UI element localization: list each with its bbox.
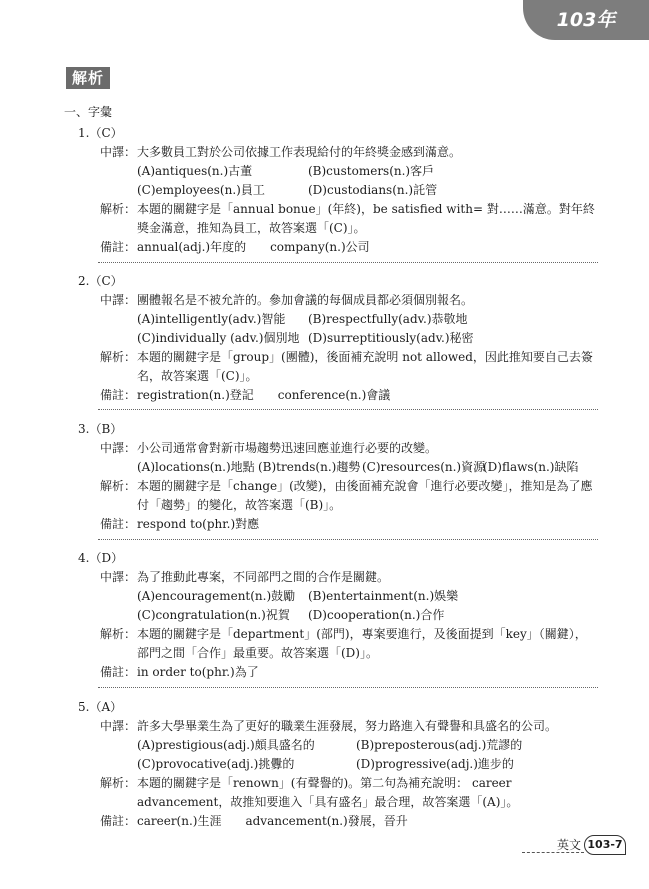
translation-text: 小公司通常會對新市場趨勢迅速回應並進行必要的改變。 [137, 441, 438, 455]
translation-text: 團體報名是不被允許的。參加會議的每個成員都必須個別報名。 [137, 293, 474, 307]
translation-label: 中譯： [100, 145, 137, 159]
option-d: (D)surreptitiously(adv.)秘密 [308, 331, 474, 345]
year-tab: 103年 [523, 0, 649, 40]
option-b: (B)preposterous(adj.)荒謬的 [356, 738, 523, 752]
note-label: 備註： [100, 814, 137, 828]
option-a: (A)antiques(n.)古董 [137, 164, 253, 178]
note-text: registration(n.)登記 conference(n.)會議 [137, 388, 391, 402]
note-row [100, 812, 598, 831]
question-number: 4.（D） [78, 551, 124, 565]
note-text: respond to(phr.)對應 [137, 517, 260, 531]
question-number: 2.（C） [78, 274, 123, 288]
options [137, 587, 597, 625]
option-d: (D)progressive(adj.)進步的 [356, 757, 514, 771]
separator [98, 409, 598, 410]
option-a: (A)intelligently(adv.)智能 [137, 312, 286, 326]
analysis-text: 本題的關鍵字是「group」(團體)，後面補充說明 not allowed，因此推知要自己去簽名，故答案選「(C)」。 [137, 350, 593, 383]
question-number: 5.（A） [78, 700, 123, 714]
options [137, 458, 597, 477]
note-label: 備註： [100, 665, 137, 679]
footer-subject: 英文 [557, 838, 582, 852]
translation-text: 許多大學畢業生為了更好的職業生涯發展，努力路進入有聲譽和具盛名的公司。 [137, 719, 558, 733]
option-a: (A)encouragement(n.)鼓勵 [137, 589, 296, 603]
analysis-row [100, 625, 598, 663]
analysis-row [100, 200, 598, 238]
analysis-label: 解析： [100, 776, 137, 790]
note-text: in order to(phr.)為了 [137, 665, 259, 679]
translation-label: 中譯： [100, 293, 137, 307]
option-c: (C)resources(n.)資源 [362, 460, 486, 474]
question-number: 3.（B） [78, 422, 123, 436]
options [137, 162, 597, 200]
section-title: 一、字彙 [64, 105, 113, 119]
option-c: (C)congratulation(n.)祝賀 [137, 608, 290, 622]
option-d: (D)custodians(n.)託管 [308, 183, 438, 197]
option-c: (C)individually (adv.)個別地 [137, 331, 300, 345]
analysis-text: 本題的關鍵字是「change」(改變)，由後面補充說會「進行必要改變」，推知是為了應付「趨勢」的變化，故答案選「(B)」。 [137, 479, 593, 512]
translation-row [100, 291, 598, 310]
option-b: (B)respectfully(adv.)恭敬地 [308, 312, 468, 326]
translation-row [100, 439, 598, 458]
option-c: (C)provocative(adj.)挑釁的 [137, 757, 295, 771]
analysis-label: 解析： [100, 350, 137, 364]
note-label: 備註： [100, 388, 137, 402]
note-row [100, 386, 598, 405]
analysis-row [100, 774, 598, 812]
option-b: (B)customers(n.)客戶 [308, 164, 435, 178]
analysis-text: 本題的關鍵字是「department」(部門)，專案要進行，及後面提到「key」（關鍵），部門之間「合作」最重要。故答案選「(D)」。 [137, 627, 587, 660]
note-label: 備註： [100, 240, 137, 254]
option-d: (D)flaws(n.)缺陷 [483, 460, 579, 474]
option-d: (D)cooperation(n.)合作 [308, 608, 445, 622]
options [137, 736, 597, 774]
separator [98, 262, 598, 263]
note-row [100, 238, 598, 257]
option-a: (A)locations(n.)地點 [137, 460, 255, 474]
translation-label: 中譯： [100, 570, 137, 584]
separator [98, 687, 598, 688]
question-number: 1.（C） [78, 126, 123, 140]
section-label: 解析 [66, 67, 110, 89]
analysis-label: 解析： [100, 627, 137, 641]
note-label: 備註： [100, 517, 137, 531]
options [137, 310, 597, 348]
option-b: (B)trends(n.)趨勢 [258, 460, 361, 474]
translation-text: 大多數員工對於公司依據工作表現給付的年終獎金感到滿意。 [137, 145, 462, 159]
translation-row [100, 143, 598, 162]
separator [98, 539, 598, 540]
analysis-row [100, 348, 598, 386]
translation-row [100, 568, 598, 587]
page-number: 103-7 [584, 835, 626, 855]
translation-label: 中譯： [100, 441, 137, 455]
note-row [100, 663, 598, 682]
note-row [100, 515, 598, 534]
analysis-text: 本題的關鍵字是「annual bonue」(年終)，be satisfied with= 對……滿意。對年終獎金滿意，推知為員工，故答案選「(C)」。 [137, 202, 595, 235]
analysis-text: 本題的關鍵字是「renown」(有聲譽的)。第二句為補充說明： career advancement，故推知要進入「具有盛名」最合理，故答案選「(A)」。 [137, 776, 519, 809]
note-text: career(n.)生涯 advancement(n.)發展，晉升 [137, 814, 408, 828]
translation-label: 中譯： [100, 719, 137, 733]
note-text: annual(adj.)年度的 company(n.)公司 [137, 240, 370, 254]
analysis-row [100, 477, 598, 515]
translation-text: 為了推動此專案，不同部門之間的合作是關鍵。 [137, 570, 390, 584]
translation-row [100, 717, 598, 736]
option-c: (C)employees(n.)員工 [137, 183, 265, 197]
option-a: (A)prestigious(adj.)頗具盛名的 [137, 738, 315, 752]
analysis-label: 解析： [100, 479, 137, 493]
analysis-label: 解析： [100, 202, 137, 216]
option-b: (B)entertainment(n.)娛樂 [308, 589, 459, 603]
